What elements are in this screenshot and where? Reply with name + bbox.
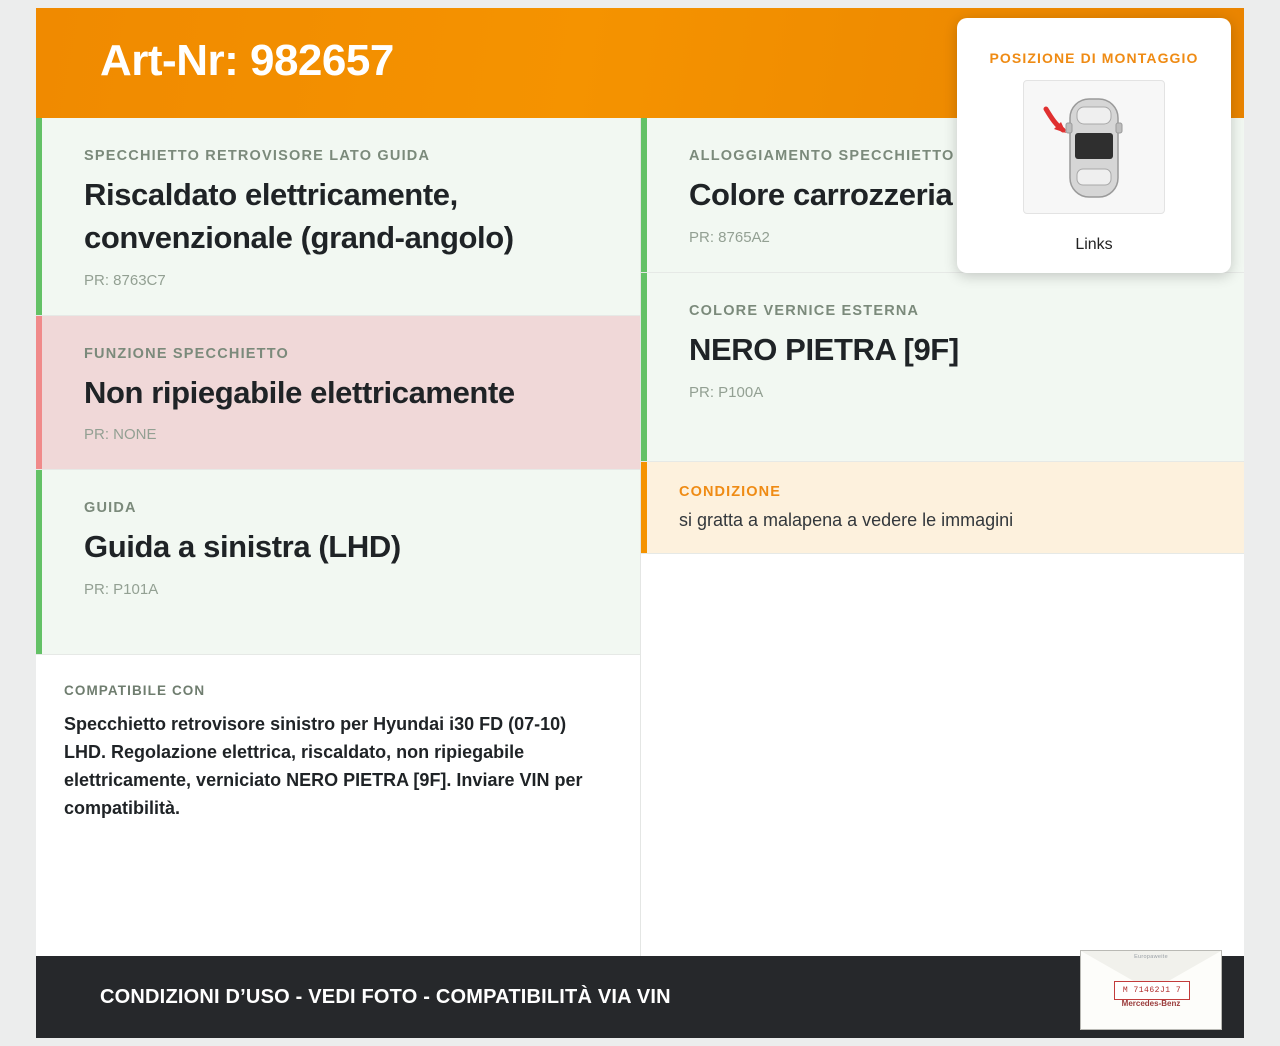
mount-position-card [957, 18, 1231, 273]
condition-card [641, 462, 1244, 554]
accent-bar [641, 118, 647, 272]
spec-card-paint-color [641, 273, 1244, 462]
envelope-stamp-image [1080, 950, 1222, 1030]
red-arrow-icon [1046, 109, 1066, 133]
footer-text: CONDIZIONI D’USO - VEDI FOTO - COMPATIBILITÀ VIA VIN [100, 986, 671, 1008]
spec-pr-code: PR: P100A [689, 383, 764, 401]
accent-bar [36, 316, 42, 470]
stamp-sub-text: Mercedes-Benz [1121, 999, 1181, 1008]
page-title: Art-Nr: 982657 [100, 36, 394, 85]
spec-value: NERO PIETRA [9F] [689, 331, 959, 367]
spec-pr-code: PR: 8765A2 [689, 228, 770, 246]
accent-bar [36, 118, 42, 315]
spec-pr-code: PR: 8763C7 [84, 271, 166, 289]
condition-text: si gratta a malapena a vedere le immagini [679, 509, 1014, 530]
spec-value: Guida a sinistra (LHD) [84, 529, 401, 565]
stamp-plate-text: M 71462J1 7 [1114, 981, 1190, 1000]
spec-label: COLORE VERNICE ESTERNA [689, 302, 920, 319]
spec-value: Riscaldato elettricamente, convenzionale (grand-angolo) [84, 177, 514, 255]
mount-position-image [1023, 80, 1165, 214]
left-column [36, 118, 640, 848]
spec-label: GUIDA [84, 500, 137, 517]
product-sheet [36, 8, 1244, 1038]
spec-label: ALLOGGIAMENTO SPECCHIETTO [689, 148, 955, 164]
condition-label: CONDIZIONE [679, 483, 782, 500]
spec-value: Non ripiegabile elettricamente [84, 374, 515, 410]
compatibility-text: Specchietto retrovisore sinistro per Hyundai i30 FD (07-10) LHD. Regolazione elettrica, riscaldato, non ripiegabile elettricamente, verniciato NERO PIETRA [9F]. Inviare VIN per compatibilità. [64, 714, 583, 819]
accent-bar [641, 273, 647, 461]
spec-label: SPECCHIETTO RETROVISORE LATO GUIDA [84, 148, 431, 164]
mount-position-title: POSIZIONE DI MONTAGGIO [989, 50, 1199, 66]
spec-pr-code: PR: NONE [84, 426, 157, 444]
spec-label: FUNZIONE SPECCHIETTO [84, 345, 289, 362]
accent-bar [36, 470, 42, 654]
spec-pr-code: PR: P101A [84, 581, 159, 599]
spec-value: Colore carrozzeria [689, 177, 953, 212]
compatibility-label: COMPATIBILE CON [64, 683, 206, 699]
compatibility-card [36, 655, 640, 848]
spec-card-mirror-function [36, 316, 640, 471]
mount-position-caption: Links [1075, 236, 1113, 253]
accent-bar [641, 462, 647, 553]
spec-card-mirror-driver-side [36, 118, 640, 316]
car-top-view-icon [1042, 93, 1146, 203]
spec-card-steering-side [36, 470, 640, 655]
page-footer [36, 956, 1244, 1038]
stamp-top-text: Europaweite [1134, 954, 1168, 960]
